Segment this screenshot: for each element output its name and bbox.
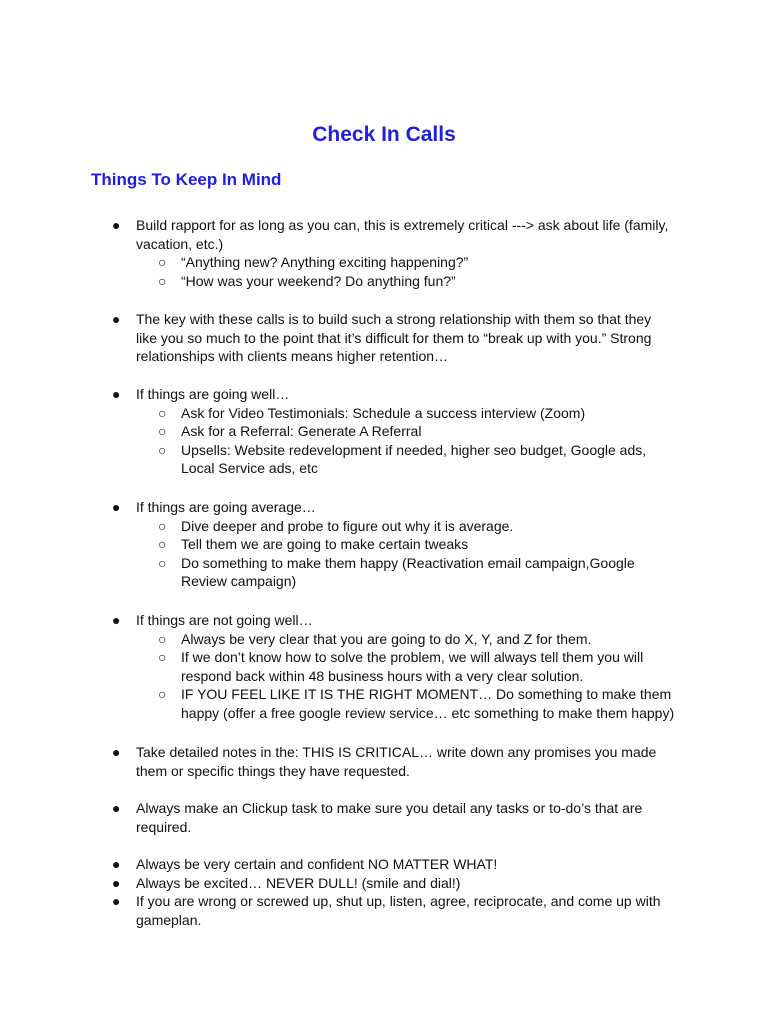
bullet-icon: ● xyxy=(112,893,121,910)
list-item xyxy=(0,611,768,723)
sub-item-text: Always be very clear that you are going to do X, Y, and Z for them. xyxy=(181,630,592,647)
bullet-icon: ● xyxy=(112,499,121,515)
sub-item-text: Do something to make them happy (Reactivation email campaign,Google Review campaign) xyxy=(181,554,635,590)
circle-bullet-icon: ○ xyxy=(158,630,167,647)
sub-item-text: If we don’t know how to solve the problem, we will always tell them you will respond back within 48 business hours with a very clear solution. xyxy=(181,649,644,684)
sub-item-text: IF YOU FEEL LIKE IT IS THE RIGHT MOMENT… Do something to make them happy (offer a free google review service… etc something to make them happy) xyxy=(181,686,675,721)
sub-item-text: Upsells: Website redevelopment if needed, higher seo budget, Google ads, Local Service ads, etc xyxy=(181,441,647,477)
list-item-text: If things are going well… xyxy=(136,386,290,402)
list-item-text: If things are not going well… xyxy=(136,612,313,628)
bullet-icon: ● xyxy=(112,217,121,233)
bullet-icon: ● xyxy=(112,386,121,402)
list-item-text: If you are wrong or screwed up, shut up, listen, agree, reciprocate, and come up with gameplan. xyxy=(136,893,661,928)
section-heading: Things To Keep In Mind xyxy=(91,170,282,189)
list-item-text: Always be excited… NEVER DULL! (smile and dial!) xyxy=(136,874,461,891)
circle-bullet-icon: ○ xyxy=(158,536,167,553)
list-item-text: Build rapport for as long as you can, this is extremely critical ---> ask about life (family, vacation, etc.) xyxy=(136,217,669,252)
list-item-text: Take detailed notes in the: THIS IS CRITICAL… write down any promises you made them or specific things they have requested. xyxy=(136,744,657,779)
bullet-icon: ● xyxy=(112,856,121,872)
sub-item-text: “How was your weekend? Do anything fun?” xyxy=(181,272,456,289)
list-item xyxy=(0,216,768,290)
circle-bullet-icon: ○ xyxy=(158,554,167,571)
sub-item-text: “Anything new? Anything exciting happening?” xyxy=(181,254,469,271)
bullet-icon: ● xyxy=(112,874,121,891)
circle-bullet-icon: ○ xyxy=(158,686,167,703)
circle-bullet-icon: ○ xyxy=(158,517,167,534)
list-item xyxy=(0,855,768,929)
list-item xyxy=(0,385,768,478)
circle-bullet-icon: ○ xyxy=(158,441,167,458)
bullet-icon: ● xyxy=(112,744,121,760)
circle-bullet-icon: ○ xyxy=(158,254,167,271)
sub-item-text: Dive deeper and probe to figure out why it is average. xyxy=(181,517,514,534)
list-item-text: Always be very certain and confident NO MATTER WHAT! xyxy=(136,856,498,872)
sub-item-text: Ask for a Referral: Generate A Referral xyxy=(181,423,422,440)
list-item-text: Always make an Clickup task to make sure you detail any tasks or to-do’s that are required. xyxy=(136,800,643,835)
list-item-text: The key with these calls is to build such a strong relationship with them so that they like you so much to the point that it’s difficult for them to “break up with you.” Strong relationships with clients means higher retention… xyxy=(136,311,652,365)
list-item-text: If things are going average… xyxy=(136,499,316,515)
list-item xyxy=(0,743,768,780)
circle-bullet-icon: ○ xyxy=(158,272,167,289)
page-title: Check In Calls xyxy=(312,123,456,146)
circle-bullet-icon: ○ xyxy=(158,404,167,421)
list-item xyxy=(0,799,768,836)
list-item xyxy=(0,498,768,591)
bullet-icon: ● xyxy=(112,800,121,816)
circle-bullet-icon: ○ xyxy=(158,423,167,440)
sub-item-text: Tell them we are going to make certain tweaks xyxy=(181,536,469,553)
list-item xyxy=(0,310,768,366)
circle-bullet-icon: ○ xyxy=(158,649,167,666)
bullet-icon: ● xyxy=(112,612,121,628)
sub-item-text: Ask for Video Testimonials: Schedule a success interview (Zoom) xyxy=(181,404,586,421)
bullet-icon: ● xyxy=(112,311,121,327)
